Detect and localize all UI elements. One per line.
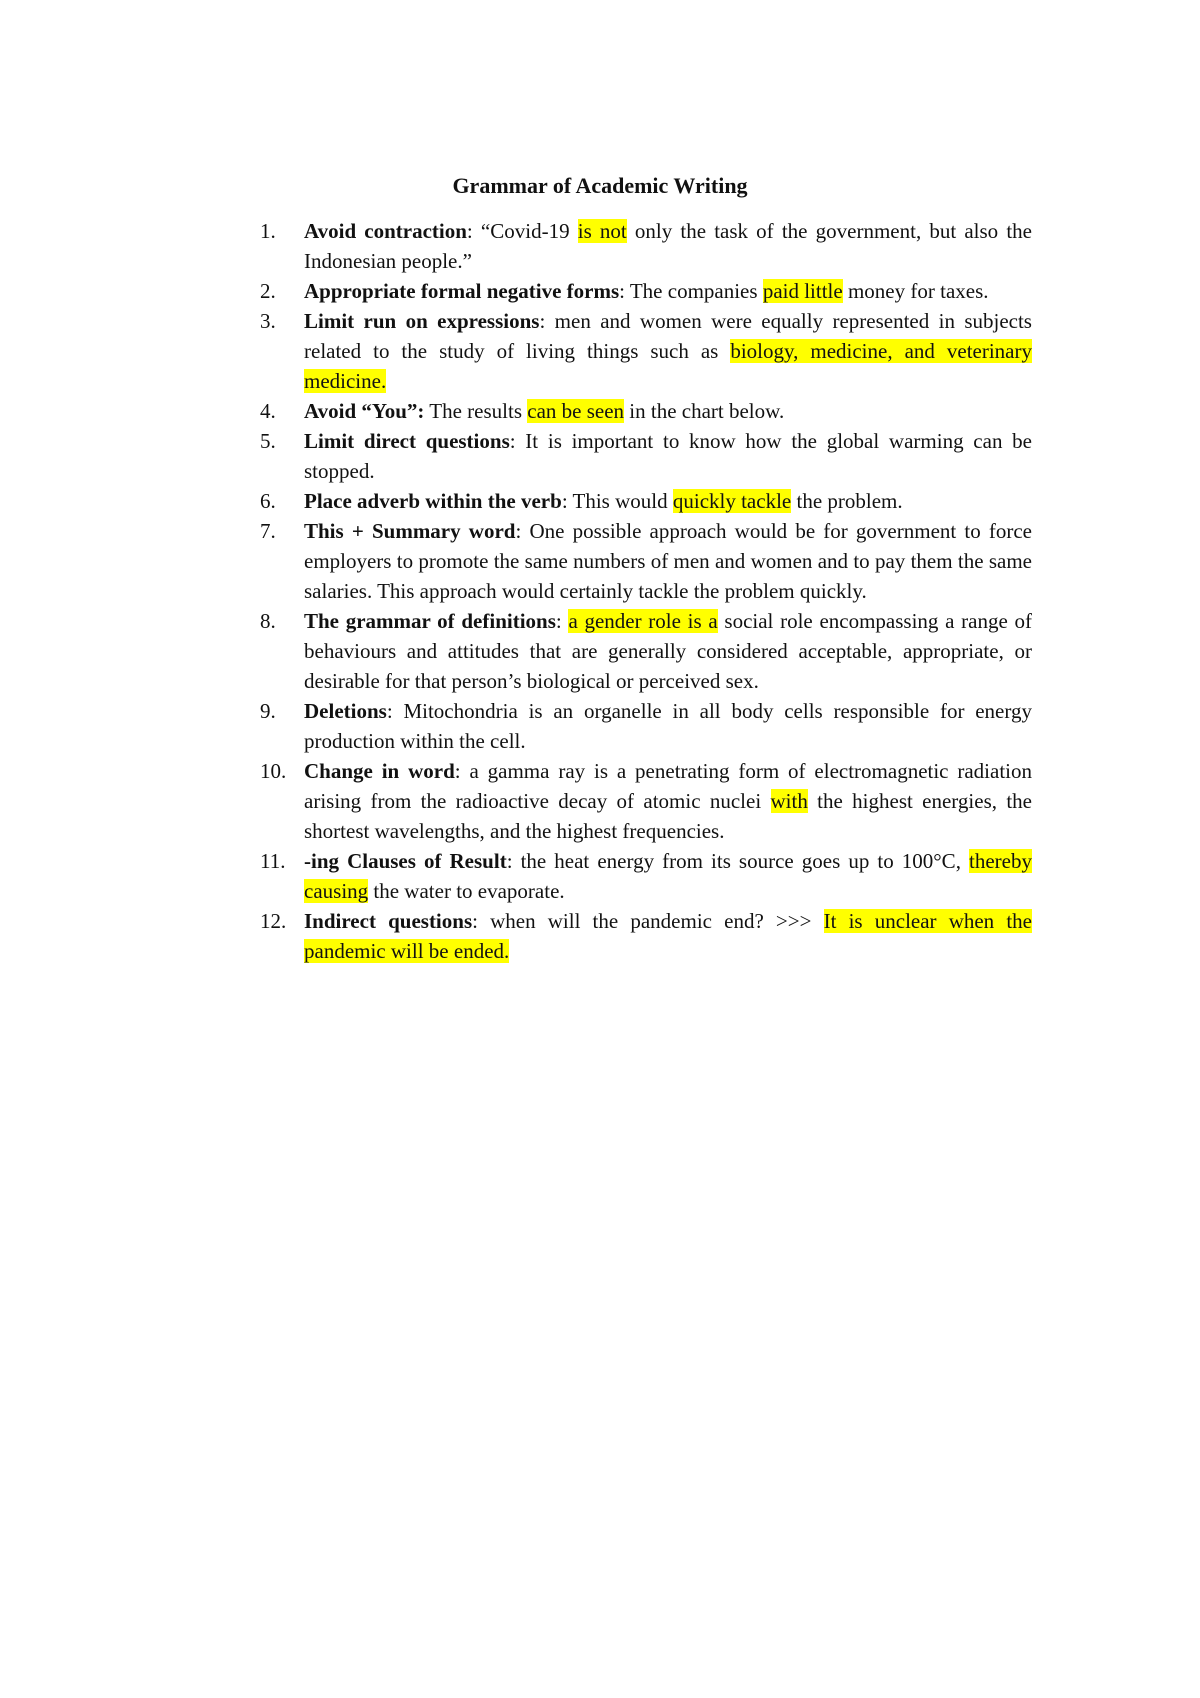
item-number: 2.	[260, 279, 276, 303]
item-term: Place adverb within the verb	[304, 489, 562, 513]
item-number: 6.	[260, 489, 276, 513]
item-text: : a gamma ray is a penetrating form of electromagnetic radiation arising from the radioactive decay of atomic nuclei	[304, 759, 1033, 813]
item-text: : Mitochondria is an organelle in all body cells responsible for energy production within the cell.	[304, 699, 1032, 753]
document-title: Grammar of Academic Writing	[452, 173, 748, 198]
list-item	[260, 216, 1032, 276]
item-text: only the task of the government, but also the Indonesian people.”	[304, 219, 1032, 273]
highlighted-text: is not	[577, 219, 627, 243]
list-item	[260, 756, 1032, 846]
item-term: Indirect questions	[304, 909, 473, 933]
item-number: 12.	[260, 909, 287, 933]
list-item	[260, 396, 1032, 426]
item-term: Deletions	[304, 699, 387, 723]
item-term: This + Summary word	[304, 519, 516, 543]
highlighted-text: paid little	[762, 279, 843, 303]
highlighted-text: thereby causing	[304, 849, 1032, 903]
item-text: the water to evaporate.	[368, 879, 565, 903]
list-item	[260, 516, 1032, 606]
item-term: Change in word	[304, 759, 455, 783]
item-term: Avoid “You”:	[304, 399, 425, 423]
item-term: Limit run on expressions	[304, 309, 540, 333]
item-text: : “Covid-19	[466, 219, 578, 243]
item-number: 11.	[260, 849, 286, 873]
list-item	[260, 906, 1032, 966]
item-text: : It is important to know how the global warming can be stopped.	[304, 429, 1032, 483]
item-number: 9.	[260, 699, 276, 723]
highlighted-text: a gender role is a	[568, 609, 718, 633]
highlighted-text: It is unclear when the pandemic will be ended.	[304, 909, 1032, 963]
item-text: The results	[424, 399, 528, 423]
item-text: : This would	[561, 489, 673, 513]
list-item	[260, 426, 1032, 486]
list-item	[260, 606, 1032, 696]
list-item	[260, 486, 1032, 516]
item-number: 4.	[260, 399, 276, 423]
item-term: Appropriate formal negative forms	[304, 279, 620, 303]
item-number: 3.	[260, 309, 276, 333]
item-text: social role encompassing a range of behaviours and attitudes that are generally considered acceptable, appropriate, or desirable for that person’s biological or perceived sex.	[304, 609, 1032, 693]
item-term: -ing Clauses of Result	[304, 849, 507, 873]
list-item	[260, 696, 1032, 756]
item-term: The grammar of definitions	[304, 609, 556, 633]
item-text: : when will the pandemic end? >>>	[472, 909, 824, 933]
highlighted-text: can be seen	[527, 399, 625, 423]
item-number: 1.	[260, 219, 276, 243]
item-text: in the chart below.	[624, 399, 785, 423]
item-text: the problem.	[791, 489, 903, 513]
item-number: 8.	[260, 609, 276, 633]
item-text: : men and women were equally represented in subjects related to the study of living things such as	[304, 309, 1032, 363]
item-number: 5.	[260, 429, 276, 453]
item-text: : One possible approach would be for government to force employers to promote the same numbers of men and women and to pay them the same salaries. This approach would certainly tackle the problem quickly.	[304, 519, 1032, 603]
item-term: Limit direct questions	[304, 429, 510, 453]
item-text: : the heat energy from its source goes up to 100°C,	[506, 849, 969, 873]
highlighted-text: with	[770, 789, 808, 813]
item-text: money for taxes.	[842, 279, 989, 303]
item-number: 7.	[260, 519, 276, 543]
highlighted-text: biology, medicine, and veterinary medicine.	[304, 339, 1032, 393]
item-text: the highest energies, the shortest wavelengths, and the highest frequencies.	[304, 789, 1032, 843]
grammar-rules-list	[260, 216, 1032, 966]
item-text: : The companies	[619, 279, 763, 303]
item-number: 10.	[260, 759, 287, 783]
item-term: Avoid contraction	[304, 219, 467, 243]
item-text: :	[555, 609, 569, 633]
list-item	[260, 276, 1032, 306]
list-item	[260, 306, 1032, 396]
highlighted-text: quickly tackle	[672, 489, 792, 513]
list-item	[260, 846, 1032, 906]
